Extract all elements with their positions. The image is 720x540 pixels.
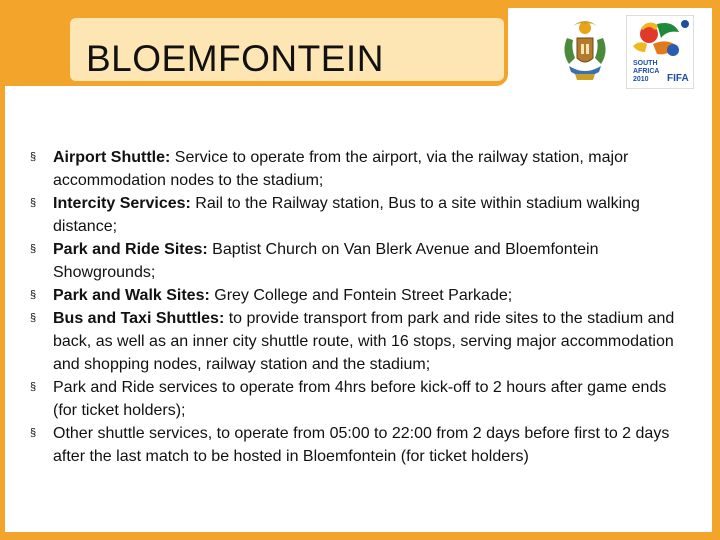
fifa-text-line1: SOUTH xyxy=(633,60,658,67)
south-africa-coat-of-arms-icon xyxy=(555,18,615,84)
frame-bottom-border xyxy=(0,532,720,540)
frame-top-border xyxy=(0,0,720,8)
item-lead: Intercity Services: xyxy=(53,195,191,212)
item-text: Other shuttle services, to operate from 05:00 to 22:00 from 2 days before first to 2 days after the last match to be hosted in Bloemfontein (for ticket holders) xyxy=(53,425,670,465)
item-lead: Park and Ride Sites: xyxy=(53,241,208,258)
item-text: to provide transport from park and ride sites to the stadium and back, as well as an inner city shuttle route, with 16 stops, serving major accommodation and shopping nodes, railway station and the stadium; xyxy=(53,310,675,373)
item-text: Park and Ride services to operate from 4hrs before kick-off to 2 hours after game ends (for ticket holders); xyxy=(53,379,667,419)
item-text: Grey College and Fontein Street Parkade; xyxy=(209,287,513,304)
item-text: Rail to the Railway station, Bus to a site within stadium walking distance; xyxy=(53,195,640,235)
item-lead: Bus and Taxi Shuttles: xyxy=(53,310,225,327)
bullet-marker: § xyxy=(30,151,37,163)
bullet-marker: § xyxy=(30,312,37,324)
item-text: Baptist Church on Van Blerk Avenue and Bloemfontein Showgrounds; xyxy=(53,241,599,281)
list-item xyxy=(30,422,680,468)
item-lead: Airport Shuttle: xyxy=(53,149,171,166)
list-item xyxy=(30,192,680,238)
list-item xyxy=(30,307,680,376)
list-item xyxy=(30,376,680,422)
bullet-marker: § xyxy=(30,197,37,209)
frame-right-border xyxy=(712,0,720,540)
page-title: BLOEMFONTEIN xyxy=(86,38,384,79)
list-item xyxy=(30,284,680,307)
item-text: Service to operate from the airport, via the railway station, major accommodation nodes to the stadium; xyxy=(53,149,629,189)
bullet-marker: § xyxy=(30,243,37,255)
list-item xyxy=(30,238,680,284)
bullet-marker: § xyxy=(30,289,37,301)
bullet-marker: § xyxy=(30,381,37,393)
bullet-list xyxy=(30,146,680,468)
fifa-text-line2: AFRICA xyxy=(633,68,660,75)
fifa-world-cup-2010-emblem xyxy=(626,15,694,89)
fifa-world-cup-2010-emblem-icon xyxy=(627,16,693,88)
fifa-brand: FIFA xyxy=(667,73,689,84)
list-item xyxy=(30,146,680,192)
item-lead: Park and Walk Sites: xyxy=(53,287,210,304)
fifa-text-line3: 2010 xyxy=(633,76,649,83)
bullet-marker: § xyxy=(30,427,37,439)
